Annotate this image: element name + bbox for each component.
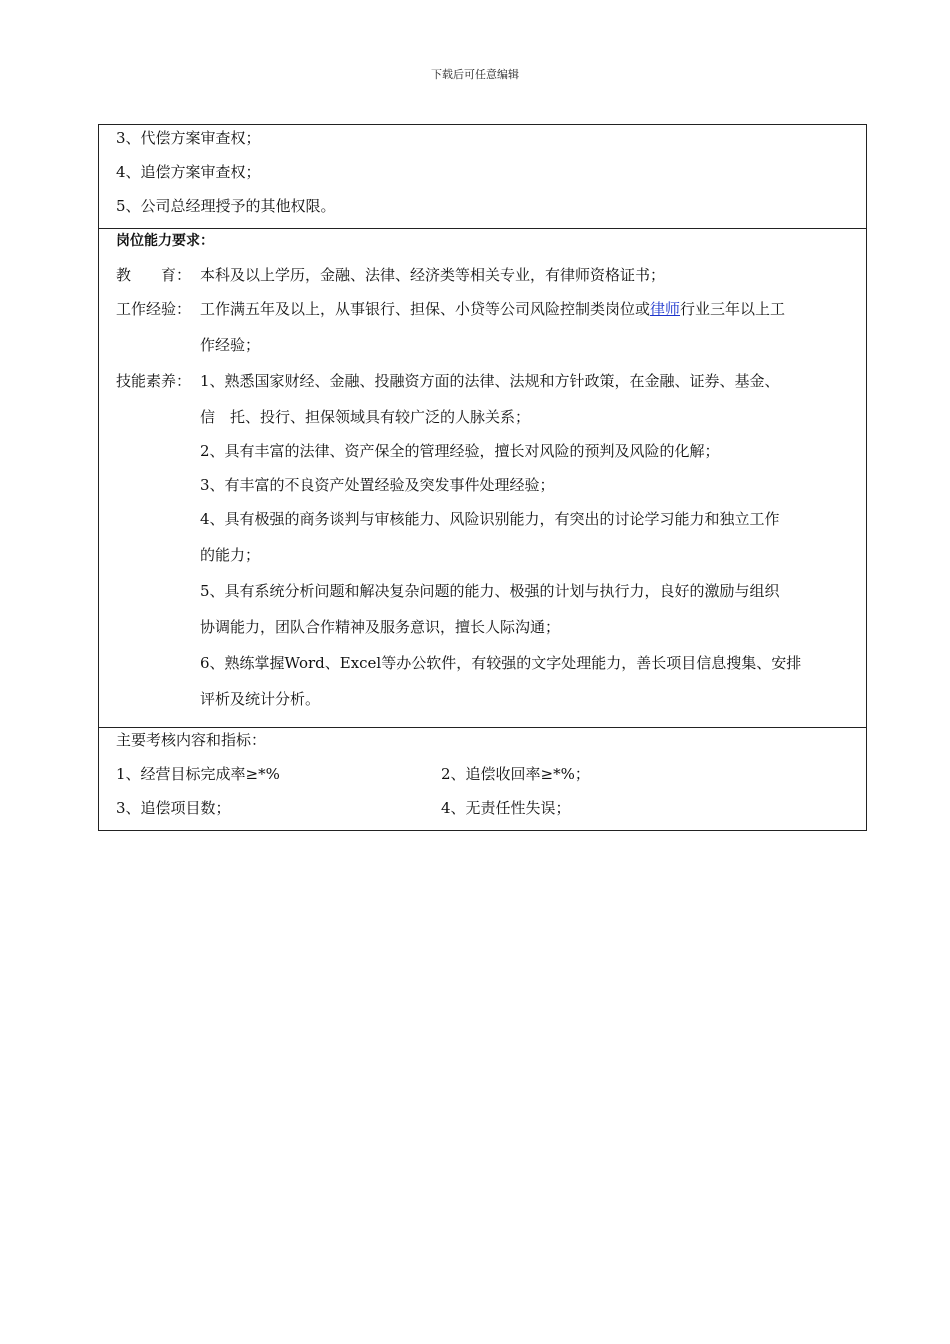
skills-line: 5、具有系统分析问题和解决复杂问题的能力、极强的计划与执行力，良好的激励与组织 [200, 582, 780, 600]
skills-line: 4、具有极强的商务谈判与审核能力、风险识别能力，有突出的讨论学习能力和独立工作 [200, 510, 780, 528]
kpi-item: 3、追偿项目数； [116, 799, 231, 817]
education-label: 教 育： [116, 266, 192, 284]
skills-line: 协调能力，团队合作精神及服务意识，擅长人际沟通； [200, 618, 561, 636]
experience-line [99, 297, 866, 333]
kpi-line [99, 796, 866, 830]
authority-item: 4、追偿方案审查权； [116, 163, 261, 181]
authority-item: 3、代偿方案审查权； [116, 129, 261, 147]
education-line [99, 263, 866, 297]
skills-line: 3、有丰富的不良资产处置经验及突发事件处理经验； [200, 476, 555, 494]
job-description-table [98, 124, 867, 831]
skills-line: 2、具有丰富的法律、资产保全的管理经验，擅长对风险的预判及风险的化解； [200, 442, 720, 460]
kpi-title: 主要考核内容和指标： [116, 731, 267, 749]
skills-line: 的能力； [200, 546, 261, 564]
kpi-item: 2、追偿收回率≥*%； [441, 765, 590, 783]
experience-label: 工作经验： [116, 300, 192, 318]
experience-text: 工作满五年及以上，从事银行、担保、小贷等公司风险控制类岗位或律师行业三年以上工 [200, 300, 786, 318]
lawyer-link[interactable]: 律师 [650, 300, 681, 318]
kpi-item: 4、无责任性失误； [441, 799, 571, 817]
authority-item: 5、公司总经理授予的其他权限。 [116, 197, 336, 215]
experience-line-2: 作经验； [200, 336, 261, 354]
skills-line: 6、熟练掌握Word、Excel等办公软件，有较强的文字处理能力，善长项目信息搜集、安排 [200, 654, 802, 672]
ability-title-line [99, 229, 866, 263]
education-text: 本科及以上学历，金融、法律、经济类等相关专业，有律师资格证书； [200, 266, 666, 284]
ability-title: 岗位能力要求： [116, 233, 214, 249]
page-header: 下载后可任意编辑 [431, 68, 519, 81]
authority-section [99, 125, 866, 228]
kpi-title-line [99, 728, 866, 762]
skills-label: 技能素养： [116, 372, 192, 390]
kpi-item: 1、经营目标完成率≥*% [116, 765, 280, 783]
ability-section [99, 228, 866, 727]
skills-line: 信 托、投行、担保领域具有较广泛的人脉关系； [200, 408, 531, 426]
skills-line: 技能素养： 1、熟悉国家财经、金融、投融资方面的法律、法规和方针政策，在金融、证券、基金、 [99, 369, 866, 405]
kpi-line [99, 762, 866, 796]
skills-line: 评析及统计分析。 [200, 690, 321, 708]
kpi-section [99, 727, 866, 830]
